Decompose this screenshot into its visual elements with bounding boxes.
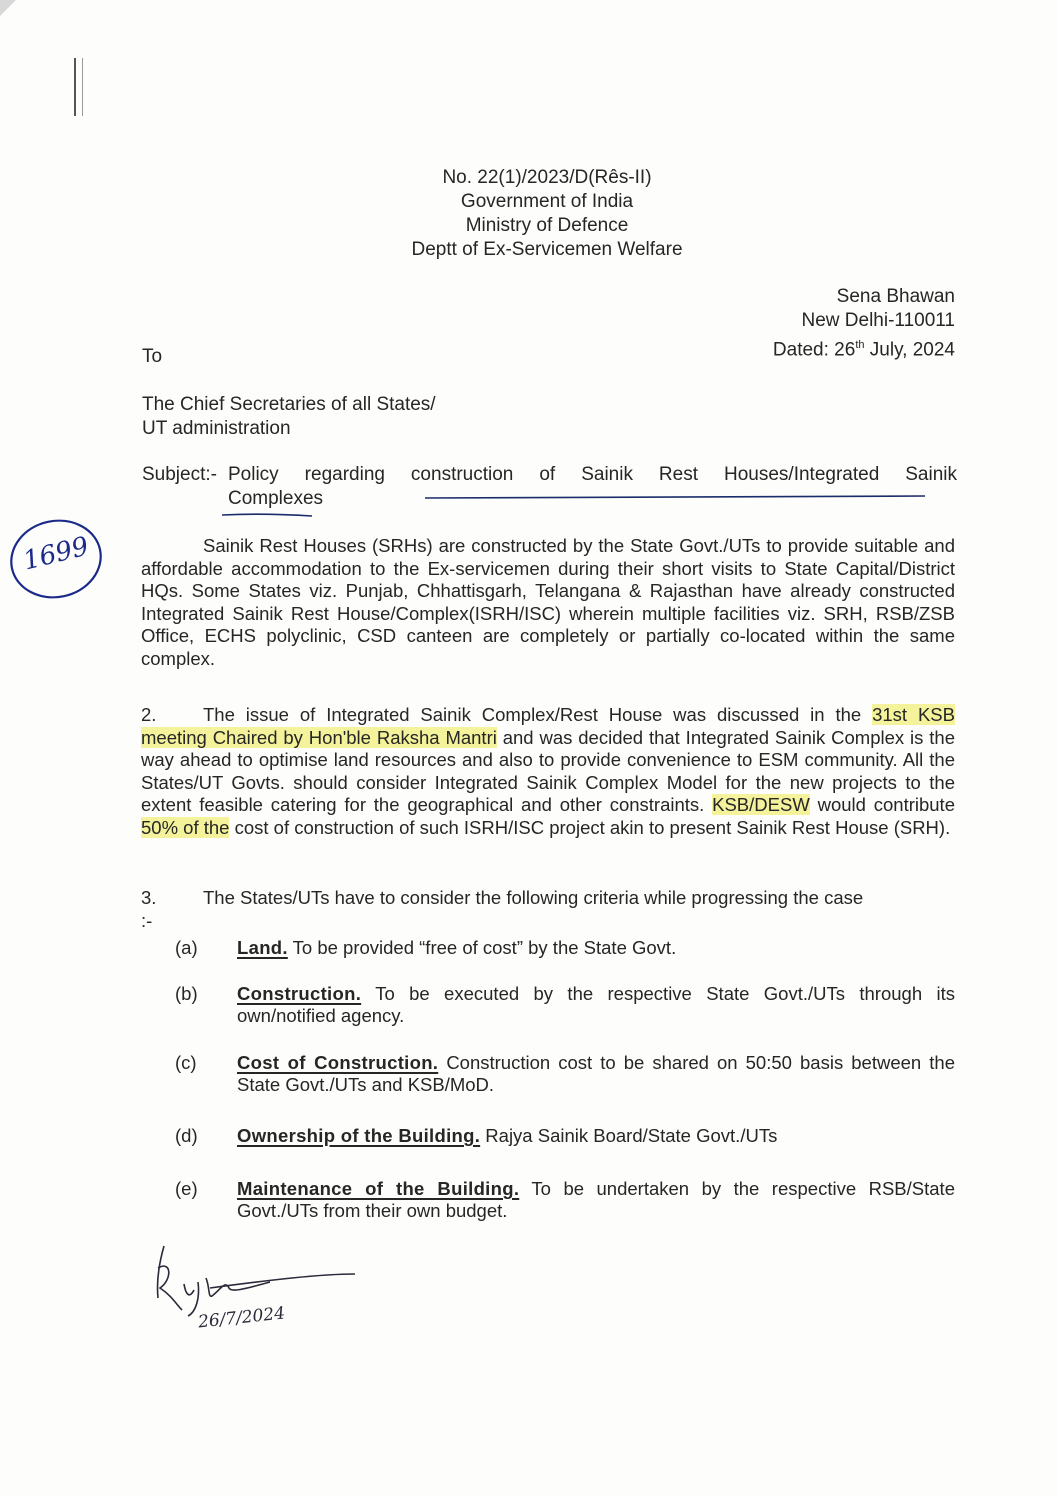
signature [150,1238,400,1348]
recipient-line-1: The Chief Secretaries of all States/ [142,394,436,415]
govt-name: Government of India [460,191,634,212]
highlight-ksb-desw: KSB/DESW [712,794,810,816]
paragraph-2: 2. The issue of Integrated Sainik Complex/Rest House was discussed in the 31st KSB meeting Chaired by Hon'ble Raksha Mantri and was decided that Integrated Sainik Complex is the way ahead to optimise land resources and also to provide convenience to ESM community. All the States/UT Govts. should consider Integrated Sainik Complex Model for the new projects to the extent feasible catering for the geographical and other constraints. KSB/DESW would contribute 50% of the cost of construction of such ISRH/ISC project akin to present Sainik Rest House (SRH). [141,704,955,838]
staple-mark [74,58,83,116]
criterion-maintenance: (e) Maintenance of the Building. To be undertaken by the respective RSB/State Govt./UTs from their own budget. [175,1178,955,1221]
recipient [142,393,436,441]
to-label: To [142,346,163,367]
letter-header [340,166,754,262]
address-building: Sena Bhawan [836,286,955,307]
signature-date: 26/7/2024 [197,1303,286,1333]
criterion-construction: (b) Construction. To be executed by the respective State Govt./UTs through its own/notified agency. [175,983,955,1026]
address-city: New Delhi-110011 [801,310,955,331]
paragraph-3: 3. The States/UTs have to consider the following criteria while progressing the case :- [141,887,955,932]
scan-corner-mark [0,0,16,16]
stamp-number: 1699 [20,531,92,577]
subject-pen-underline [220,490,940,522]
file-number: No. 22(1)/2023/D(Rês-II) [442,167,652,188]
highlight-50-percent: 50% of the [141,816,230,838]
ministry-name: Ministry of Defence [465,215,629,236]
para-3-number: 3. [141,887,157,908]
para-3-tail: :- [141,909,153,931]
subject-line-1: Policy regarding construction of Sainik Rest Houses/Integrated Sainik [228,464,957,485]
recipient-line-2: UT administration [142,418,291,439]
para-2-number: 2. [141,704,157,725]
criterion-ownership: (d) Ownership of the Building. Rajya Sainik Board/State Govt./UTs [175,1125,778,1146]
sender-address [600,285,955,362]
paragraph-1: Sainik Rest Houses (SRHs) are constructed by the State Govt./UTs to provide suitable and affordable accommodation to the Ex-servicemen during their short visits to State Capital/District HQs. Some States viz. Punjab, Chhattisgarh, Telangana & Rajasthan have already constructed Integrated Sainik Rest House/Complex(ISRH/ISC) wherein multiple facilities viz. SRH, RSB/ZSB Office, ECHS polyclinic, CSD canteen are completely or partially co-located within the same complex. [141,535,955,669]
subject-label: Subject:- [142,464,217,485]
highlight-ksb-meeting: 31st KSB meeting Chaired by Hon'ble Raksha Mantri [141,704,955,748]
signature-scribble [150,1238,400,1348]
diary-number-stamp [4,515,104,601]
criterion-land: (a) Land. To be provided “free of cost” by the State Govt. [175,937,677,958]
department-name: Deptt of Ex-Servicemen Welfare [411,239,683,260]
letter-date: Dated: 26th July, 2024 [772,339,955,361]
criterion-cost: (c) Cost of Construction. Construction cost to be shared on 50:50 basis between the State Govt./UTs and KSB/MoD. [175,1052,955,1095]
subject-line-2: Complexes [228,488,324,509]
